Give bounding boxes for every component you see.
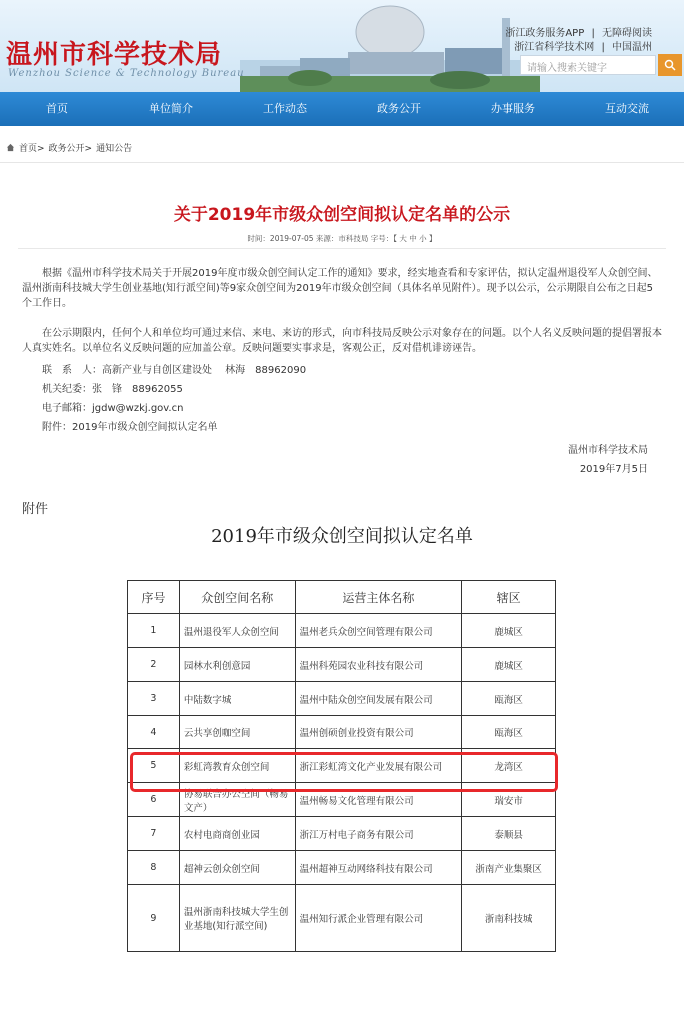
table-row	[128, 648, 556, 682]
contact-email: 电子邮箱：jgdw@wzkj.gov.cn	[42, 403, 184, 414]
row-index: 3	[128, 682, 180, 716]
provincial-tech-link[interactable]: 浙江省科学技术网	[514, 42, 595, 53]
signer: 温州市科学技术局	[568, 445, 648, 456]
article-paragraph-1: 根据《温州市科学技术局关于开展2019年度市级众创空间认定工作的通知》要求，经实地查看和专家评估，拟认定温州退役军人众创空间、温州浙南科技城大学生创业基地(知行派空间)等9家众创空间为2019年市级众创空间（具体名单见附件）。现予以公示，公示期限自公布之日起5个工作日。	[22, 268, 658, 309]
article-paragraph-2: 在公示期限内，任何个人和单位均可通过来信、来电、来访的形式，向市科技局反映公示对象存在的问题。以个人名义反映问题的提倡署报本人真实姓名。以单位名义反映问题的应加盖公章。反映问题要实事求是，客观公正，反对借机诽谤诬告。	[22, 328, 662, 354]
divider	[0, 162, 684, 163]
breadcrumb-notices[interactable]: 通知公告	[96, 144, 133, 154]
row-index: 7	[128, 817, 180, 851]
nav-news[interactable]: 工作动态	[263, 102, 307, 115]
table-row	[128, 614, 556, 648]
site-name-en: Wenzhou Science & Technology Bureau	[8, 68, 245, 79]
row-index: 8	[128, 851, 180, 885]
row-space-name: 彩虹湾教育众创空间	[179, 749, 295, 783]
china-wenzhou-link[interactable]: 中国温州	[612, 42, 652, 53]
row-district: 浙南产业集聚区	[462, 851, 556, 885]
table-row	[128, 851, 556, 885]
top-links-row2	[512, 38, 654, 53]
article-title: 关于2019年市级众创空间拟认定名单的公示	[173, 205, 511, 225]
header-space-name: 众创空间名称	[179, 581, 295, 614]
row-space-name: 云共享创咖空间	[179, 716, 295, 749]
separator: |	[601, 42, 605, 53]
search-button[interactable]	[658, 54, 682, 76]
contact-person: 联 系 人：高新产业与自创区建设处 林海 88962090	[42, 365, 307, 376]
row-operator: 温州知行派企业管理有限公司	[295, 885, 462, 952]
nav-about[interactable]: 单位简介	[149, 102, 193, 115]
attachment-label: 附件	[22, 502, 49, 517]
row-space-name: 农村电商商创业园	[179, 817, 295, 851]
city-skyline-banner	[240, 0, 540, 92]
row-operator: 浙江彩虹湾文化产业发展有限公司	[295, 749, 462, 783]
table-row	[128, 885, 556, 952]
site-name: 温州市科学技术局	[6, 40, 223, 70]
divider	[18, 248, 666, 249]
row-operator: 温州老兵众创空间管理有限公司	[295, 614, 462, 648]
nav-public-affairs[interactable]: 政务公开	[377, 102, 421, 115]
row-index: 1	[128, 614, 180, 648]
row-space-name: 温州退役军人众创空间	[179, 614, 295, 648]
table-header-row	[128, 581, 556, 614]
separator: |	[591, 28, 595, 39]
row-district: 瓯海区	[462, 682, 556, 716]
row-operator: 温州中陆众创空间发展有限公司	[295, 682, 462, 716]
row-operator: 温州科苑园农业科技有限公司	[295, 648, 462, 682]
breadcrumb-home[interactable]: 首页>	[19, 144, 45, 154]
row-operator: 温州畅易文化管理有限公司	[295, 783, 462, 817]
search-icon	[664, 59, 676, 71]
nav-services[interactable]: 办事服务	[491, 102, 535, 115]
row-district: 浙南科技城	[462, 885, 556, 952]
zhejiang-app-link[interactable]: 浙江政务服务APP	[505, 28, 585, 39]
discipline-contact: 机关纪委：张 锋 88962055	[42, 384, 183, 395]
header-district: 辖区	[462, 581, 556, 614]
home-icon	[6, 143, 15, 152]
main-nav	[0, 92, 684, 126]
row-district: 泰顺县	[462, 817, 556, 851]
article-meta: 时间：2019-07-05 来源：市科技局 字号：【 大 中 小 】	[247, 234, 437, 243]
site-header	[0, 0, 684, 92]
row-district: 龙湾区	[462, 749, 556, 783]
table-row	[128, 817, 556, 851]
row-space-name: 协易联合办公空间（畅易文产）	[179, 783, 295, 817]
row-index: 2	[128, 648, 180, 682]
row-index: 9	[128, 885, 180, 952]
row-space-name: 温州浙南科技城大学生创业基地(知行派空间)	[179, 885, 295, 952]
breadcrumb	[6, 141, 132, 154]
row-operator: 温州超神互动网络科技有限公司	[295, 851, 462, 885]
row-index: 6	[128, 783, 180, 817]
attachment-note: 附件：2019年市级众创空间拟认定名单	[42, 422, 218, 433]
row-space-name: 园林水利创意园	[179, 648, 295, 682]
search-input[interactable]: 请输入搜索关键字	[520, 55, 656, 75]
row-space-name: 中陆数字城	[179, 682, 295, 716]
sign-date: 2019年7月5日	[579, 464, 648, 475]
row-district: 鹿城区	[462, 614, 556, 648]
row-operator: 温州创硕创业投资有限公司	[295, 716, 462, 749]
row-district: 瓯海区	[462, 716, 556, 749]
nav-home[interactable]: 首页	[46, 102, 68, 115]
table-row	[128, 682, 556, 716]
row-index: 4	[128, 716, 180, 749]
highlight-box	[130, 752, 558, 792]
row-index: 5	[128, 749, 180, 783]
row-operator: 浙江万村电子商务有限公司	[295, 817, 462, 851]
breadcrumb-public-affairs[interactable]: 政务公开>	[48, 144, 93, 154]
nav-interaction[interactable]: 互动交流	[605, 102, 649, 115]
list-title: 2019年市级众创空间拟认定名单	[211, 526, 473, 547]
accessibility-link[interactable]: 无障碍阅读	[602, 28, 652, 39]
row-district: 瑞安市	[462, 783, 556, 817]
row-space-name: 超神云创众创空间	[179, 851, 295, 885]
table-row	[128, 716, 556, 749]
header-operator: 运营主体名称	[295, 581, 462, 614]
row-district: 鹿城区	[462, 648, 556, 682]
header-index: 序号	[128, 581, 180, 614]
top-links-row1	[503, 24, 654, 39]
